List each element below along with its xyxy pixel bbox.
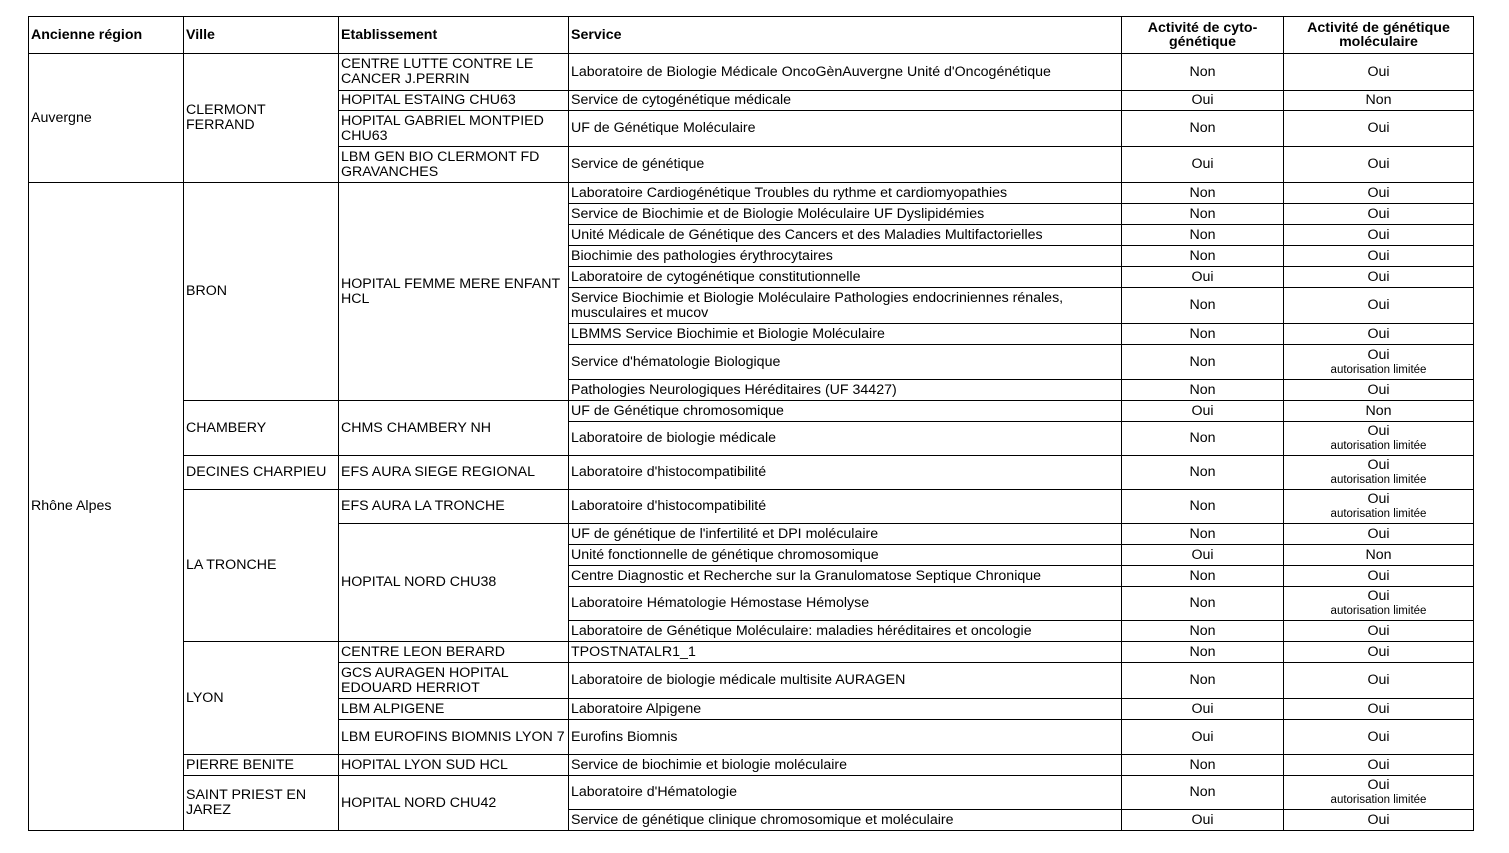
etablissement-cell: EFS AURA SIEGE REGIONAL [339, 456, 569, 490]
molecular-activity-value: Oui [1367, 588, 1390, 604]
molecular-activity-value: Non [1365, 402, 1392, 419]
molecular-activity-value: Oui [1367, 672, 1390, 688]
service-cell: Service de génétique clinique chromosomique et moléculaire [569, 810, 1122, 831]
cyto-activity-cell: Oui [1122, 720, 1284, 755]
molecular-activity-cell [1284, 587, 1474, 621]
cyto-activity-cell: Non [1122, 755, 1284, 776]
molecular-activity-value: Oui [1367, 525, 1390, 542]
service-cell: Unité Médicale de Génétique des Cancers et des Maladies Multifactorielles [569, 225, 1122, 246]
etablissement-cell: LBM GEN BIO CLERMONT FD GRAVANCHES [339, 147, 569, 183]
molecular-activity-cell [1284, 776, 1474, 810]
table-row [29, 776, 1474, 810]
header-service: Service [569, 17, 1122, 54]
molecular-activity-cell [1284, 490, 1474, 524]
ville-cell: LYON [184, 642, 339, 755]
service-cell: Service de cytogénétique médicale [569, 91, 1122, 111]
molecular-activity-value: Oui [1367, 457, 1390, 473]
molecular-activity-cell [1284, 621, 1474, 642]
etablissement-cell: HOPITAL LYON SUD HCL [339, 755, 569, 776]
molecular-activity-value: Oui [1367, 491, 1390, 507]
service-cell: Laboratoire d'histocompatibilité [569, 490, 1122, 524]
table-body [29, 54, 1474, 831]
etablissement-cell: HOPITAL FEMME MERE ENFANT HCL [339, 183, 569, 401]
service-cell: Service de Biochimie et de Biologie Moléculaire UF Dyslipidémies [569, 204, 1122, 225]
service-cell: Service d'hématologie Biologique [569, 345, 1122, 380]
service-cell: Laboratoire de Biologie Médicale OncoGènAuvergne Unité d'Oncogénétique [569, 54, 1122, 91]
service-cell: Laboratoire de cytogénétique constitutionnelle [569, 267, 1122, 288]
molecular-activity-value: Oui [1367, 622, 1390, 639]
service-cell: UF de Génétique chromosomique [569, 401, 1122, 422]
service-cell: Laboratoire Cardiogénétique Troubles du rythme et cardiomyopathies [569, 183, 1122, 204]
table-row [29, 456, 1474, 490]
ville-cell: DECINES CHARPIEU [184, 456, 339, 490]
region-cell: Rhône Alpes [29, 183, 184, 831]
molecular-activity-cell [1284, 699, 1474, 720]
service-cell: TPOSTNATALR1_1 [569, 642, 1122, 663]
molecular-activity-value: Oui [1367, 777, 1390, 793]
cyto-activity-cell: Non [1122, 345, 1284, 380]
molecular-activity-value: Oui [1367, 700, 1390, 717]
molecular-activity-value: Oui [1367, 325, 1390, 342]
table-row [29, 490, 1474, 524]
cyto-activity-cell: Non [1122, 380, 1284, 401]
molecular-activity-cell [1284, 183, 1474, 204]
authorization-note: autorisation limitée [1330, 794, 1427, 806]
molecular-activity-cell [1284, 324, 1474, 345]
molecular-activity-cell [1284, 456, 1474, 490]
cyto-activity-cell: Non [1122, 54, 1284, 91]
ville-cell: CLERMONT FERRAND [184, 54, 339, 183]
table-row [29, 54, 1474, 91]
ville-cell: PIERRE BENITE [184, 755, 339, 776]
etablissement-cell: CENTRE LUTTE CONTRE LE CANCER J.PERRIN [339, 54, 569, 91]
molecular-activity-value: Oui [1367, 643, 1390, 660]
cyto-activity-cell: Oui [1122, 545, 1284, 566]
molecular-activity-value: Oui [1367, 226, 1390, 243]
molecular-activity-value: Oui [1367, 63, 1390, 80]
service-cell: Service Biochimie et Biologie Moléculaire Pathologies endocriniennes rénales, musculaires et mucov [569, 288, 1122, 324]
cyto-activity-cell: Oui [1122, 147, 1284, 183]
molecular-activity-cell [1284, 246, 1474, 267]
cyto-activity-cell: Oui [1122, 91, 1284, 111]
molecular-activity-cell [1284, 380, 1474, 401]
cyto-activity-cell: Non [1122, 422, 1284, 456]
table-row [29, 401, 1474, 422]
molecular-activity-value: Oui [1367, 381, 1390, 398]
molecular-activity-value: Oui [1367, 184, 1390, 201]
service-cell: Centre Diagnostic et Recherche sur la Granulomatose Septique Chronique [569, 566, 1122, 587]
cyto-activity-cell: Oui [1122, 810, 1284, 831]
molecular-activity-cell [1284, 545, 1474, 566]
etablissement-cell: HOPITAL NORD CHU38 [339, 524, 569, 642]
service-cell: UF de génétique de l'infertilité et DPI moléculaire [569, 524, 1122, 545]
header-etablissement: Etablissement [339, 17, 569, 54]
cyto-activity-cell: Non [1122, 566, 1284, 587]
etablissement-cell: HOPITAL ESTAING CHU63 [339, 91, 569, 111]
molecular-activity-value: Oui [1367, 156, 1390, 172]
cyto-activity-cell: Non [1122, 663, 1284, 699]
genetics-activity-table [28, 16, 1474, 831]
region-cell: Auvergne [29, 54, 184, 183]
cyto-activity-cell: Non [1122, 642, 1284, 663]
molecular-activity-cell [1284, 225, 1474, 246]
cyto-activity-cell: Non [1122, 621, 1284, 642]
table-row [29, 755, 1474, 776]
service-cell: Biochimie des pathologies érythrocytaires [569, 246, 1122, 267]
molecular-activity-cell [1284, 91, 1474, 111]
molecular-activity-cell [1284, 755, 1474, 776]
molecular-activity-cell [1284, 524, 1474, 545]
service-cell: LBMMS Service Biochimie et Biologie Moléculaire [569, 324, 1122, 345]
cyto-activity-cell: Oui [1122, 267, 1284, 288]
service-cell: UF de Génétique Moléculaire [569, 111, 1122, 147]
service-cell: Pathologies Neurologiques Héréditaires (UF 34427) [569, 380, 1122, 401]
table-row [29, 183, 1474, 204]
molecular-activity-cell [1284, 54, 1474, 91]
cyto-activity-cell: Non [1122, 288, 1284, 324]
header-cytogenetique: Activité de cyto-génétique [1122, 17, 1284, 54]
cyto-activity-cell: Non [1122, 456, 1284, 490]
molecular-activity-cell [1284, 401, 1474, 422]
table-row [29, 642, 1474, 663]
service-cell: Laboratoire Hématologie Hémostase Hémolyse [569, 587, 1122, 621]
cyto-activity-cell: Non [1122, 111, 1284, 147]
service-cell: Laboratoire de biologie médicale multisite AURAGEN [569, 663, 1122, 699]
molecular-activity-value: Oui [1367, 205, 1390, 222]
ville-cell: SAINT PRIEST EN JAREZ [184, 776, 339, 831]
molecular-activity-value: Oui [1367, 120, 1390, 136]
molecular-activity-value: Oui [1367, 728, 1390, 745]
etablissement-cell: CENTRE LEON BERARD [339, 642, 569, 663]
molecular-activity-value: Non [1365, 546, 1392, 563]
etablissement-cell: CHMS CHAMBERY NH [339, 401, 569, 456]
service-cell: Service de génétique [569, 147, 1122, 183]
service-cell: Service de biochimie et biologie moléculaire [569, 755, 1122, 776]
etablissement-cell: HOPITAL GABRIEL MONTPIED CHU63 [339, 111, 569, 147]
molecular-activity-cell [1284, 204, 1474, 225]
service-cell: Laboratoire d'histocompatibilité [569, 456, 1122, 490]
service-cell: Unité fonctionnelle de génétique chromosomique [569, 545, 1122, 566]
molecular-activity-cell [1284, 642, 1474, 663]
authorization-note: autorisation limitée [1330, 508, 1427, 520]
molecular-activity-value: Oui [1367, 811, 1390, 828]
molecular-activity-value: Oui [1367, 268, 1390, 285]
cyto-activity-cell: Non [1122, 225, 1284, 246]
molecular-activity-cell [1284, 566, 1474, 587]
molecular-activity-cell [1284, 147, 1474, 183]
cyto-activity-cell: Non [1122, 587, 1284, 621]
service-cell: Eurofins Biomnis [569, 720, 1122, 755]
cyto-activity-cell: Non [1122, 246, 1284, 267]
service-cell: Laboratoire de biologie médicale [569, 422, 1122, 456]
service-cell: Laboratoire de Génétique Moléculaire: maladies héréditaires et oncologie [569, 621, 1122, 642]
molecular-activity-value: Oui [1367, 247, 1390, 264]
molecular-activity-cell [1284, 288, 1474, 324]
molecular-activity-cell [1284, 720, 1474, 755]
etablissement-cell: EFS AURA LA TRONCHE [339, 490, 569, 524]
molecular-activity-value: Oui [1367, 297, 1390, 313]
ville-cell: LA TRONCHE [184, 490, 339, 642]
molecular-activity-value: Oui [1367, 423, 1390, 439]
authorization-note: autorisation limitée [1330, 363, 1427, 376]
authorization-note: autorisation limitée [1330, 605, 1427, 617]
molecular-activity-cell [1284, 345, 1474, 380]
etablissement-cell: LBM ALPIGENE [339, 699, 569, 720]
cyto-activity-cell: Non [1122, 324, 1284, 345]
header-genetique-moleculaire: Activité de génétique moléculaire [1284, 17, 1474, 54]
etablissement-cell: LBM EUROFINS BIOMNIS LYON 7 [339, 720, 569, 755]
cyto-activity-cell: Non [1122, 204, 1284, 225]
molecular-activity-cell [1284, 422, 1474, 456]
header-ville: Ville [184, 17, 339, 54]
molecular-activity-value: Oui [1367, 756, 1390, 773]
ville-cell: CHAMBERY [184, 401, 339, 456]
cyto-activity-cell: Non [1122, 490, 1284, 524]
service-cell: Laboratoire Alpigene [569, 699, 1122, 720]
header-row [29, 17, 1474, 54]
header-ancienne-region: Ancienne région [29, 17, 184, 54]
molecular-activity-cell [1284, 663, 1474, 699]
molecular-activity-cell [1284, 267, 1474, 288]
cyto-activity-cell: Non [1122, 776, 1284, 810]
service-cell: Laboratoire d'Hématologie [569, 776, 1122, 810]
cyto-activity-cell: Non [1122, 183, 1284, 204]
authorization-note: autorisation limitée [1330, 474, 1427, 486]
cyto-activity-cell: Oui [1122, 401, 1284, 422]
etablissement-cell: HOPITAL NORD CHU42 [339, 776, 569, 831]
molecular-activity-value: Oui [1367, 567, 1390, 584]
ville-cell: BRON [184, 183, 339, 401]
molecular-activity-value: Non [1365, 92, 1392, 108]
molecular-activity-cell [1284, 810, 1474, 831]
cyto-activity-cell: Oui [1122, 699, 1284, 720]
cyto-activity-cell: Non [1122, 524, 1284, 545]
molecular-activity-cell [1284, 111, 1474, 147]
molecular-activity-value: Oui [1367, 346, 1390, 363]
authorization-note: autorisation limitée [1330, 440, 1427, 452]
etablissement-cell: GCS AURAGEN HOPITAL EDOUARD HERRIOT [339, 663, 569, 699]
